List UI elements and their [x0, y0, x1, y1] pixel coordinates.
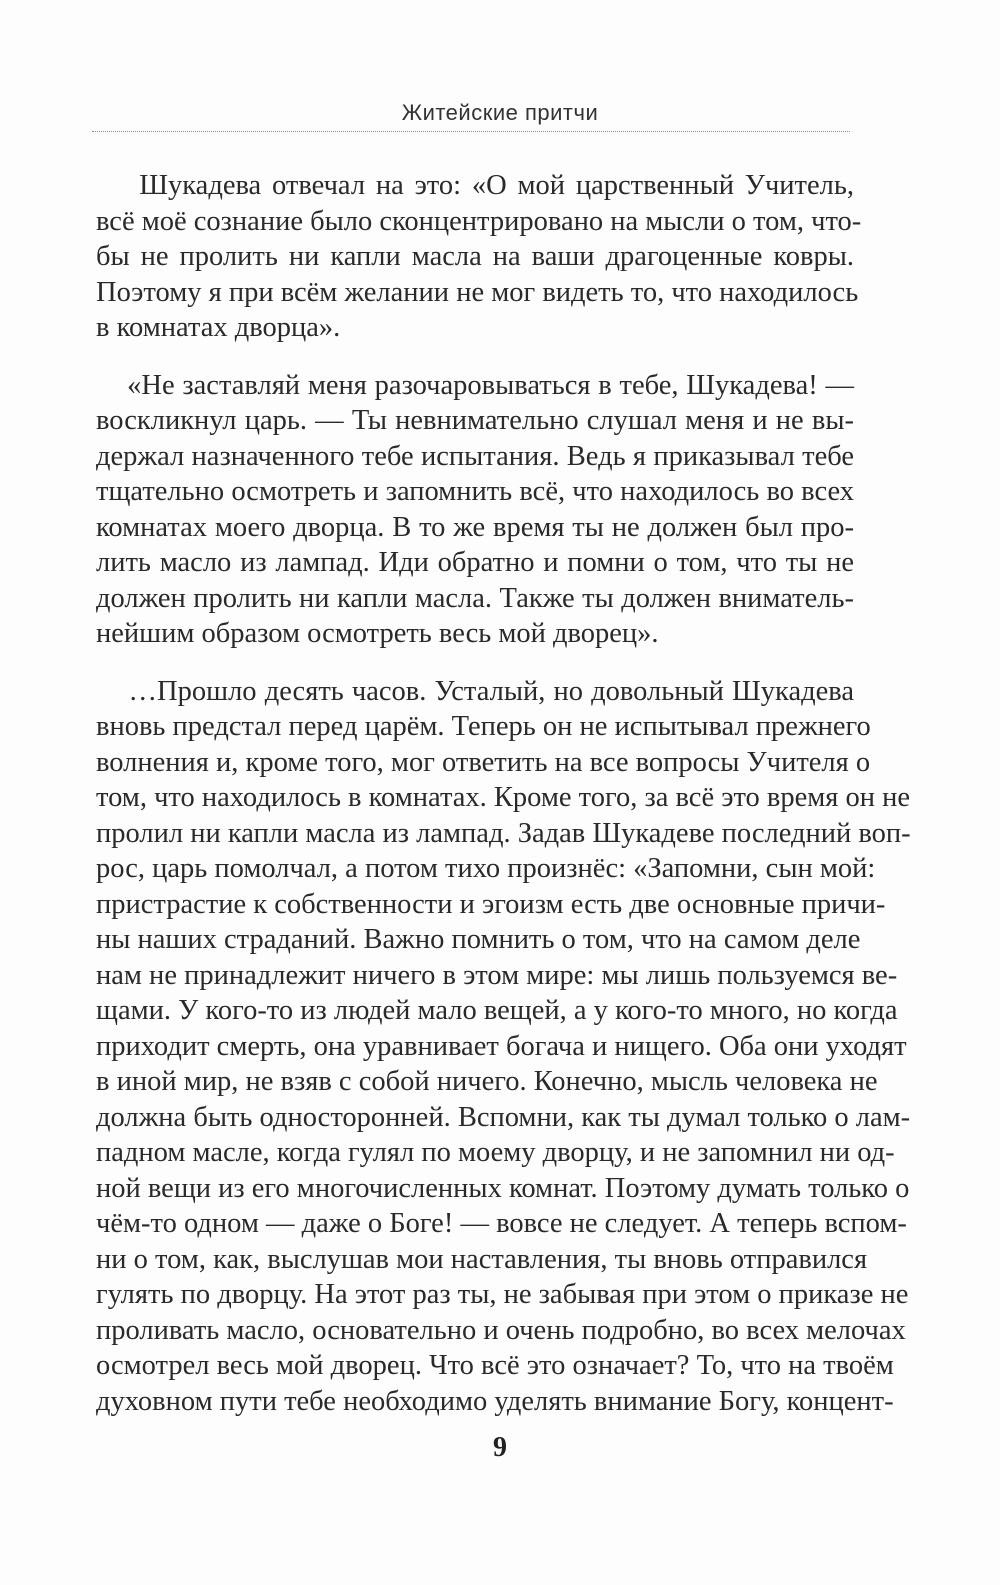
- text-line: комнатах моего дворца. В то же время ты не должен был про-: [96, 511, 854, 543]
- text-line: ной вещи из его многочисленных комнат. Поэтому думать только о: [96, 1172, 910, 1204]
- body-text: [96, 168, 911, 1441]
- page-number: 9: [493, 1432, 507, 1463]
- text-line: в комнатах дворца».: [96, 312, 341, 343]
- text-line: нейшим образом осмотреть весь мой дворец».: [96, 618, 659, 649]
- text-line: …Прошло десять часов. Усталый, но довольный Шукадева: [96, 675, 854, 707]
- text-line: чём-то одном — даже о Боге! — вовсе не следует. А теперь вспом-: [96, 1208, 907, 1239]
- text-line: ны наших страданий. Важно помнить о том, что на самом деле: [96, 924, 861, 955]
- running-head-title: Житейские притчи: [401, 100, 599, 125]
- text-line: тщательно осмотреть и запомнить всё, что находилось во всех: [96, 476, 854, 507]
- paragraph: [96, 368, 854, 652]
- text-line: лить масло из лампад. Иди обратно и помни о том, что ты не: [96, 547, 854, 578]
- text-line: должен пролить ни капли масла. Также ты должен вниматель-: [96, 582, 854, 614]
- text-line: в иной мир, не взяв с собой ничего. Конечно, мысль человека не: [96, 1066, 878, 1097]
- text-line: гулять по дворцу. На этот раз ты, не забывая при этом о приказе не: [96, 1279, 909, 1310]
- text-line: «Не заставляй меня разочаровываться в тебе, Шукадева! —: [96, 369, 854, 401]
- text-line: нам не принадлежит ничего в этом мире: мы лишь пользуемся ве-: [96, 959, 898, 991]
- text-line: вновь предстал перед царём. Теперь он не испытывал прежнего: [96, 711, 871, 742]
- text-line: падном масле, когда гулял по моему дворцу, и не запомнил ни од-: [96, 1137, 895, 1168]
- text-line: пролил ни капли масла из лампад. Задав Шукадеве последний воп-: [96, 817, 911, 849]
- paragraph: [96, 168, 862, 346]
- text-line: Поэтому я при всём желании не мог видеть то, что находилось: [96, 276, 859, 308]
- text-line: духовном пути тебе необходимо уделять внимание Богу, концент-: [96, 1385, 894, 1417]
- text-line: рос, царь помолчал, а потом тихо произнёс: «Запомни, сын мой:: [96, 853, 876, 884]
- text-line: всё моё сознание было сконцентрировано на мысли о том, что-: [96, 205, 862, 237]
- text-line: бы не пролить ни капли масла на ваши драгоценные ковры.: [96, 241, 854, 272]
- text-line: осмотрел весь мой дворец. Что всё это означает? То, что на твоём: [96, 1350, 894, 1381]
- text-line: проливать масло, основательно и очень подробно, во всех мелочах: [96, 1314, 906, 1346]
- text-line: пристрастие к собственности и эгоизм есть две основные причи-: [96, 888, 886, 920]
- text-line: должна быть односторонней. Вспомни, как ты думал только о лам-: [96, 1101, 911, 1133]
- text-line: воскликнул царь. — Ты невнимательно слушал меня и не вы-: [96, 405, 854, 436]
- paragraph: [96, 674, 911, 1420]
- text-line: Шукадева отвечал на это: «О мой царственный Учитель,: [96, 170, 854, 201]
- text-line: том, что находилось в комнатах. Кроме того, за всё это время он не: [96, 782, 911, 813]
- text-line: приходит смерть, она уравнивает богача и нищего. Оба они уходят: [96, 1030, 907, 1062]
- text-line: ни о том, как, выслушав мои наставления, ты вновь отправился: [96, 1243, 868, 1275]
- text-line: щами. У кого-то из людей мало вещей, а у кого-то много, но когда: [96, 995, 898, 1026]
- text-line: волнения и, кроме того, мог ответить на все вопросы Учителя о: [96, 746, 871, 778]
- header-divider: [92, 131, 850, 132]
- text-line: держал назначенного тебе испытания. Ведь я приказывал тебе: [96, 440, 854, 472]
